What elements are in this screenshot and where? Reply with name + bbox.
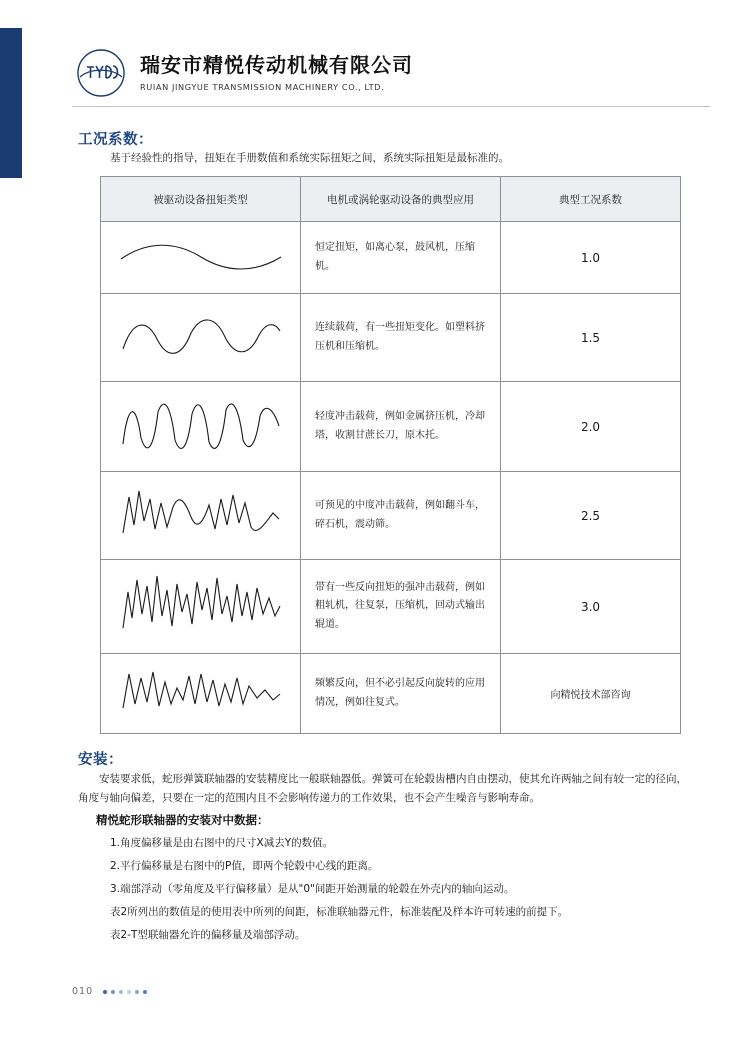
footer-dots-decoration	[103, 990, 147, 994]
table-cell-application: 频繁反向，但不必引起反向旋转的应用情况，例如往复式。	[301, 654, 501, 734]
installation-paragraph: 安装要求低，蛇形弹簧联轴器的安装精度比一般联轴器低。弹簧可在轮毂齿槽内自由摆动，使其允许两轴之间有较一定的径向，角度与轴向偏差，只要在一定的范围内且不会影响传递力的工作效果，也不会产生噪音与影响寿命。	[78, 773, 687, 805]
table-row	[101, 222, 681, 294]
company-name-en: RUIAN JINGYUE TRANSMISSION MACHINERY CO., LTD.	[140, 81, 385, 92]
waveform-reversing-spiky-icon	[101, 654, 301, 734]
installation-item-3: 3.端部浮动（零角度及平行偏移量）是从"0"间距开始测量的轮毂在外壳内的轴向运动。	[110, 883, 515, 895]
section-title-service-factor: 工况系数：	[78, 132, 153, 148]
waveform-medium-sine-icon	[101, 294, 301, 382]
table-header-row	[101, 177, 681, 222]
installation-subheading: 精悦蛇形联轴器的安装对中数据：	[96, 813, 269, 827]
table-cell-application: 可预见的中度冲击载荷，例如翻斗车，碎石机，震动筛。	[301, 472, 501, 560]
company-name-block	[140, 53, 413, 94]
header-divider	[72, 106, 710, 107]
table-header-application: 电机或涡轮驱动设备的典型应用	[301, 177, 501, 222]
table-header-factor: 典型工况系数	[501, 177, 681, 222]
table-cell-factor: 2.5	[501, 472, 681, 560]
table-row	[101, 560, 681, 654]
table-cell-factor: 3.0	[501, 560, 681, 654]
section-title-installation: 安装：	[78, 752, 123, 768]
installation-item-1: 1.角度偏移量是由右图中的尺寸X减去Y的数值。	[110, 837, 334, 849]
waveform-dense-sine-icon	[101, 382, 301, 472]
service-factor-lead-text: 基于经验性的指导，扭矩在手册数值和系统实际扭矩之间，系统实际扭矩是最标准的。	[110, 152, 509, 164]
installation-item-4: 表2所列出的数值是的使用表中所列的间距，标准联轴器元件，标准装配及样本许可转速的前提下。	[110, 906, 569, 918]
table-cell-application: 恒定扭矩，如离心泵，鼓风机，压缩机。	[301, 222, 501, 294]
page-footer	[72, 986, 147, 997]
installation-item-5: 表2-T型联轴器允许的偏移量及端部浮动。	[110, 929, 306, 941]
page-number: 010	[72, 986, 94, 997]
company-logo-icon	[72, 44, 130, 102]
table-cell-factor: 1.0	[501, 222, 681, 294]
table-cell-factor: 向精悦技术部咨询	[501, 654, 681, 734]
table-cell-application: 轻度冲击载荷，例如金属挤压机，冷却塔，收割甘蔗长刀，原木托。	[301, 382, 501, 472]
installation-item-2: 2.平行偏移量是右图中的P值，即两个轮毂中心线的距离。	[110, 860, 379, 872]
company-name-cn: 瑞安市精悦传动机械有限公司	[140, 52, 413, 77]
table-header-torque-type: 被驱动设备扭矩类型	[101, 177, 301, 222]
table-cell-application: 连续载荷，有一些扭矩变化。如塑料挤压机和压缩机。	[301, 294, 501, 382]
table-row	[101, 654, 681, 734]
waveform-high-amplitude-spiky-icon	[101, 560, 301, 654]
waveform-irregular-spiky-icon	[101, 472, 301, 560]
table-row	[101, 382, 681, 472]
page-header	[72, 44, 710, 102]
table-cell-factor: 1.5	[501, 294, 681, 382]
left-accent-bar	[0, 28, 22, 178]
table-cell-factor: 2.0	[501, 382, 681, 472]
table-cell-application: 带有一些反向扭矩的强冲击载荷，例如粗轧机，往复泵，压缩机，回动式输出辊道。	[301, 560, 501, 654]
service-factor-table	[100, 176, 681, 734]
table-row	[101, 472, 681, 560]
table-row	[101, 294, 681, 382]
waveform-smooth-sine-icon	[101, 222, 301, 294]
